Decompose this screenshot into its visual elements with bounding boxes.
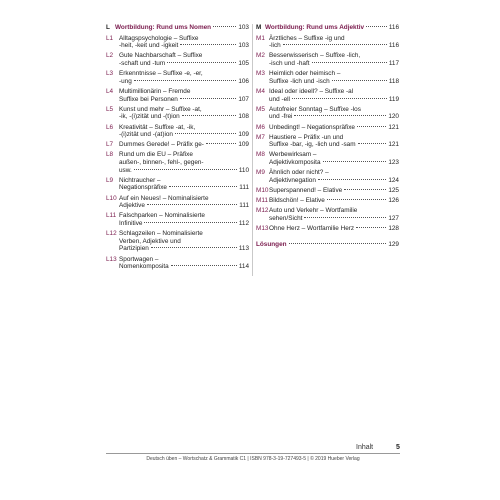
entry-list-left <box>106 35 249 271</box>
entry-title-line <box>269 151 399 159</box>
entry-title-line <box>119 70 249 78</box>
page-number: 103 <box>238 24 249 31</box>
footer-imprint: Deutsch üben – Wortschatz & Grammatik C1 | ISBN 978-3-19-727493-5 | © 2019 Hueber Verlag <box>146 456 360 462</box>
toc-column-left <box>106 24 249 273</box>
page-number: 107 <box>238 95 249 103</box>
entry-title <box>119 70 249 85</box>
entry-title <box>119 88 249 103</box>
dot-leader <box>323 161 387 162</box>
entry-title-text: -schaft und -tum <box>119 59 166 67</box>
entry-title-line <box>119 42 249 50</box>
entry-title-text: usw. <box>119 166 132 174</box>
dot-leader <box>292 98 387 99</box>
entry-title-line <box>269 52 399 60</box>
entry-title <box>269 52 399 67</box>
entry-code: M8 <box>256 151 265 159</box>
entry-title <box>119 141 249 149</box>
toc-entry[interactable] <box>106 212 249 227</box>
entry-title-line <box>119 35 249 43</box>
entry-title-line <box>119 151 249 159</box>
entry-title <box>119 35 249 50</box>
page-number: 111 <box>239 184 249 192</box>
page-number: 112 <box>238 220 249 227</box>
entry-code: M6 <box>256 123 265 131</box>
entry-title-line <box>119 184 249 192</box>
toc-entry[interactable] <box>106 151 249 174</box>
section-title: Wortbildung: Rund ums Nomen <box>115 24 212 31</box>
entry-title-text: Werbewirksam – <box>269 151 317 159</box>
dot-leader <box>134 169 237 170</box>
entry-code: M1 <box>256 34 265 42</box>
entry-title <box>269 197 399 205</box>
toc-entry[interactable] <box>256 124 399 132</box>
toc-entry[interactable] <box>256 197 399 205</box>
entry-title-line <box>119 106 249 114</box>
entry-title <box>269 106 399 121</box>
page-number: 108 <box>238 113 249 121</box>
entry-title-text: Erkenntnisse – Suffixe -e, -er, <box>119 70 203 78</box>
entry-title-text: Negationspräfixe <box>119 184 167 192</box>
toc-column-right <box>256 24 399 248</box>
dot-leader <box>294 115 386 116</box>
page-number: 123 <box>388 159 399 167</box>
entry-title-text: Suffixe -lich und -isch <box>269 77 330 85</box>
entry-title-line <box>269 106 399 114</box>
entry-code: L13 <box>106 255 117 263</box>
dot-leader <box>169 186 237 187</box>
dot-leader <box>171 265 237 266</box>
entry-title-line <box>119 212 249 220</box>
entry-title-text: Multimillionärin – Fremde <box>119 87 191 95</box>
entry-title-text: Ähnlich oder nicht? – <box>269 169 329 177</box>
entry-title-text: -isch und -haft <box>269 59 310 67</box>
toc-entry[interactable] <box>256 35 399 50</box>
entry-title-line <box>269 225 399 233</box>
entry-title-text: Sportwagen – <box>119 255 159 263</box>
entry-title-text: Adjektive <box>119 202 145 210</box>
dot-leader <box>167 62 236 63</box>
toc-entry[interactable] <box>106 70 249 85</box>
footer-section-label: Inhalt <box>356 444 374 451</box>
dot-leader <box>144 222 236 223</box>
entry-title-line <box>119 141 249 149</box>
entry-title-line <box>119 238 249 246</box>
page-number: 128 <box>388 225 399 233</box>
page-number: 117 <box>388 59 399 67</box>
page-number: 124 <box>388 176 399 184</box>
entry-title-line <box>269 159 399 167</box>
entry-title <box>269 169 399 184</box>
entry-title-text: Partizipien <box>119 245 149 253</box>
entry-title-line <box>269 78 399 86</box>
entry-title-text: Gute Nachbarschaft – Suffixe <box>119 52 203 60</box>
entry-title <box>269 225 399 233</box>
entry-list-right <box>256 35 399 233</box>
dot-leader <box>289 243 387 244</box>
section-letter: M <box>256 24 262 31</box>
entry-title-text: Bildschön! – Elative <box>269 197 325 205</box>
entry-title-text: -ik, -(i)zität und -(t)ion <box>119 113 180 121</box>
toc-entry[interactable] <box>256 225 399 233</box>
entry-title-text: Besserwisserisch – Suffixe -lich, <box>269 52 361 60</box>
entry-title-line <box>269 124 399 132</box>
toc-entry[interactable] <box>106 35 249 50</box>
entry-title-line <box>119 96 249 104</box>
entry-code: L12 <box>106 230 117 238</box>
entry-title-line <box>119 60 249 68</box>
page-number: 129 <box>388 240 399 248</box>
entry-title-text: -lich <box>269 42 281 50</box>
entry-title-line <box>269 197 399 205</box>
entry-code: L8 <box>106 151 114 159</box>
page-number: 114 <box>238 263 249 271</box>
entry-title-line <box>269 60 399 68</box>
entry-title-text: außen-, binnen-, fehl-, gegen- <box>119 159 204 167</box>
entry-title <box>119 106 249 121</box>
entry-title-text: Auto und Verkehr – Wortfamilie <box>269 207 358 215</box>
entry-title-line <box>119 52 249 60</box>
entry-title <box>119 195 249 210</box>
page-number: 121 <box>388 123 399 131</box>
entry-title <box>119 151 249 174</box>
entry-code: L11 <box>106 212 117 220</box>
footer-divider <box>106 453 400 454</box>
entry-title-line <box>119 263 249 271</box>
entry-title-text: Ideal oder ideell? – Suffixe -al <box>269 87 354 95</box>
entry-title <box>119 52 249 67</box>
entry-title-line <box>269 134 399 142</box>
entry-code: M12 <box>256 207 269 215</box>
entry-title-text: Ärztliches – Suffixe -ig und <box>269 34 345 42</box>
entry-title-line <box>269 215 399 223</box>
entry-title-line <box>269 96 399 104</box>
toc-entry[interactable] <box>106 88 249 103</box>
entry-title <box>269 207 399 222</box>
entry-code: L1 <box>106 34 114 42</box>
entry-code: M2 <box>256 52 265 60</box>
entry-title-text: Schlagzeilen – Nominalisierte <box>119 230 203 238</box>
entry-title-text: Kunst und mehr – Suffixe -at, <box>119 105 202 113</box>
dot-leader <box>318 179 386 180</box>
entry-title-text: Adjektivkomposita <box>269 159 321 167</box>
entry-title-text: Haustiere – Präfix -un und <box>269 133 344 141</box>
entry-title <box>269 124 399 132</box>
toc-entry[interactable] <box>256 207 399 222</box>
dot-leader <box>358 143 387 144</box>
page-number: 105 <box>238 59 249 67</box>
entry-title-line <box>269 187 399 195</box>
entry-title <box>119 230 249 253</box>
entry-title-line <box>119 88 249 96</box>
dot-leader <box>134 80 237 81</box>
footer-page-number: 5 <box>396 444 400 451</box>
entry-title-text: Suffixe bei Personen <box>119 95 178 103</box>
page-number: 125 <box>388 187 399 195</box>
section-letter: L <box>106 24 110 31</box>
entry-title-line <box>269 177 399 185</box>
page-number: 103 <box>238 42 249 50</box>
page-number: 109 <box>238 131 249 139</box>
toc-entry[interactable] <box>106 256 249 271</box>
entry-code: L2 <box>106 52 114 60</box>
entry-title-text: Superspannend! – Elative <box>269 187 343 195</box>
page-number: 126 <box>388 197 399 205</box>
entry-title <box>119 256 249 271</box>
entry-title-line <box>119 230 249 238</box>
column-divider <box>252 24 253 276</box>
toc-entry[interactable] <box>256 70 399 85</box>
entry-code: L10 <box>106 194 117 202</box>
entry-title-text: Nichtraucher – <box>119 176 161 184</box>
entry-title-line <box>269 42 399 50</box>
dot-leader <box>283 44 387 45</box>
entry-title <box>269 187 399 195</box>
entry-title-text: Auf ein Neues! – Nominalisierte <box>119 194 209 202</box>
dot-leader <box>366 26 387 27</box>
dot-leader <box>356 227 386 228</box>
entry-title <box>119 177 249 192</box>
entry-code: L9 <box>106 176 114 184</box>
entry-code: M5 <box>256 105 265 113</box>
entry-code: M10 <box>256 187 269 195</box>
entry-title-text: Heimlich oder heimisch – <box>269 70 341 78</box>
entry-title-line <box>119 113 249 121</box>
page-number: 106 <box>238 77 249 85</box>
entry-title-text: Ohne Herz – Wortfamilie Herz <box>269 225 355 233</box>
toc-entry[interactable] <box>106 106 249 121</box>
entry-title-line <box>119 202 249 210</box>
page-number: 116 <box>388 42 399 50</box>
entry-code: M3 <box>256 70 265 78</box>
page-number: 120 <box>388 113 399 121</box>
entry-title-text: Nomenkomposita <box>119 263 169 271</box>
page-number: 116 <box>388 24 399 31</box>
entry-title-text: Verben, Adjektive und <box>119 237 181 245</box>
entry-title-line <box>119 78 249 86</box>
page-number: 110 <box>238 166 249 174</box>
toc-entry[interactable] <box>256 169 399 184</box>
entry-title-text: Falschparken – Nominalisierte <box>119 212 205 220</box>
toc-entry[interactable] <box>256 52 399 67</box>
dot-leader <box>151 247 237 248</box>
toc-entry[interactable] <box>256 151 399 166</box>
entry-title-text: -ung <box>119 77 132 85</box>
entry-title-text: und -ell <box>269 95 290 103</box>
entry-title-text: -(i)zität und -(at)ion <box>119 131 173 139</box>
entry-code: L5 <box>106 105 114 113</box>
page-number: 119 <box>388 95 399 103</box>
entry-title-line <box>119 131 249 139</box>
toc-entry[interactable] <box>256 88 399 103</box>
entry-code: M9 <box>256 169 265 177</box>
entry-title-line <box>269 35 399 43</box>
entry-title <box>119 124 249 139</box>
entry-title-line <box>119 167 249 175</box>
solutions-entry[interactable] <box>256 241 399 249</box>
entry-code: L3 <box>106 70 114 78</box>
page-number: 121 <box>388 141 399 149</box>
toc-entry[interactable] <box>256 134 399 149</box>
entry-title-line <box>269 113 399 121</box>
entry-title-line <box>119 124 249 132</box>
entry-title-line <box>269 70 399 78</box>
entry-title-text: Dummes Gerede! – Präfix ge- <box>119 141 204 149</box>
page-number: 127 <box>388 215 399 222</box>
entry-code: M4 <box>256 87 265 95</box>
entry-title-text: und -frei <box>269 113 293 121</box>
entry-title-line <box>269 207 399 215</box>
dot-leader <box>344 189 386 190</box>
dot-leader <box>180 44 236 45</box>
dot-leader <box>180 98 236 99</box>
toc-entry[interactable] <box>256 106 399 121</box>
entry-code: M7 <box>256 133 265 141</box>
page-number: 118 <box>388 77 399 85</box>
entry-code: L4 <box>106 87 114 95</box>
entry-code: L6 <box>106 123 114 131</box>
entry-code: M13 <box>256 225 269 233</box>
entry-title-text: Kreativität – Suffixe -at, -ik, <box>119 123 196 131</box>
toc-entry[interactable] <box>106 124 249 139</box>
entry-title-text: Suffixe -bar, -ig, -lich und -sam <box>269 141 356 149</box>
entry-title-line <box>119 245 249 253</box>
entry-code: M11 <box>256 197 268 205</box>
entry-title-text: Adjektivnegation <box>269 176 316 184</box>
entry-title <box>269 70 399 85</box>
page-number: 109 <box>238 141 249 149</box>
entry-title-text: Infinitive <box>119 220 143 227</box>
toc-entry[interactable] <box>106 52 249 67</box>
solutions-label: Lösungen <box>256 240 287 248</box>
dot-leader <box>206 143 236 144</box>
entry-title-line <box>269 169 399 177</box>
entry-code: L7 <box>106 141 114 149</box>
entry-title-line <box>269 88 399 96</box>
toc-entry[interactable] <box>106 177 249 192</box>
entry-title-text: Unbedingt! – Negationspräfixe <box>269 123 355 131</box>
entry-title-line <box>269 141 399 149</box>
entry-title-line <box>119 177 249 185</box>
entry-title-text: Rund um die EU – Präfixe <box>119 151 193 159</box>
entry-title <box>269 88 399 103</box>
dot-leader <box>332 80 387 81</box>
toc-entry[interactable] <box>256 187 399 195</box>
dot-leader <box>312 62 387 63</box>
dot-leader <box>304 217 386 218</box>
entry-title <box>269 151 399 166</box>
entry-title-text: Alltagspsychologie – Suffixe <box>119 34 199 42</box>
entry-title <box>269 134 399 149</box>
entry-title-line <box>119 220 249 228</box>
dot-leader <box>175 133 236 134</box>
dot-leader <box>357 126 386 127</box>
dot-leader <box>327 199 387 200</box>
page-number: 113 <box>238 245 249 253</box>
entry-title-text: -heit, -keit und -igkeit <box>119 42 179 50</box>
entry-title-text: Autofreier Sonntag – Suffixe -los <box>269 105 361 113</box>
entry-title-line <box>119 159 249 167</box>
section-heading-m[interactable] <box>256 24 399 32</box>
dot-leader <box>213 26 236 27</box>
entry-title <box>119 212 249 227</box>
page-number: 111 <box>239 202 249 210</box>
toc-entry[interactable] <box>106 141 249 149</box>
entry-title-line <box>119 195 249 203</box>
section-title: Wortbildung: Rund ums Adjektiv <box>265 24 365 31</box>
toc-entry[interactable] <box>106 230 249 253</box>
dot-leader <box>182 115 237 116</box>
dot-leader <box>147 204 237 205</box>
section-heading-l[interactable] <box>106 24 249 32</box>
entry-title-text: sehen/Sicht <box>269 215 303 222</box>
toc-entry[interactable] <box>106 195 249 210</box>
entry-title <box>269 35 399 50</box>
entry-title-line <box>119 256 249 264</box>
